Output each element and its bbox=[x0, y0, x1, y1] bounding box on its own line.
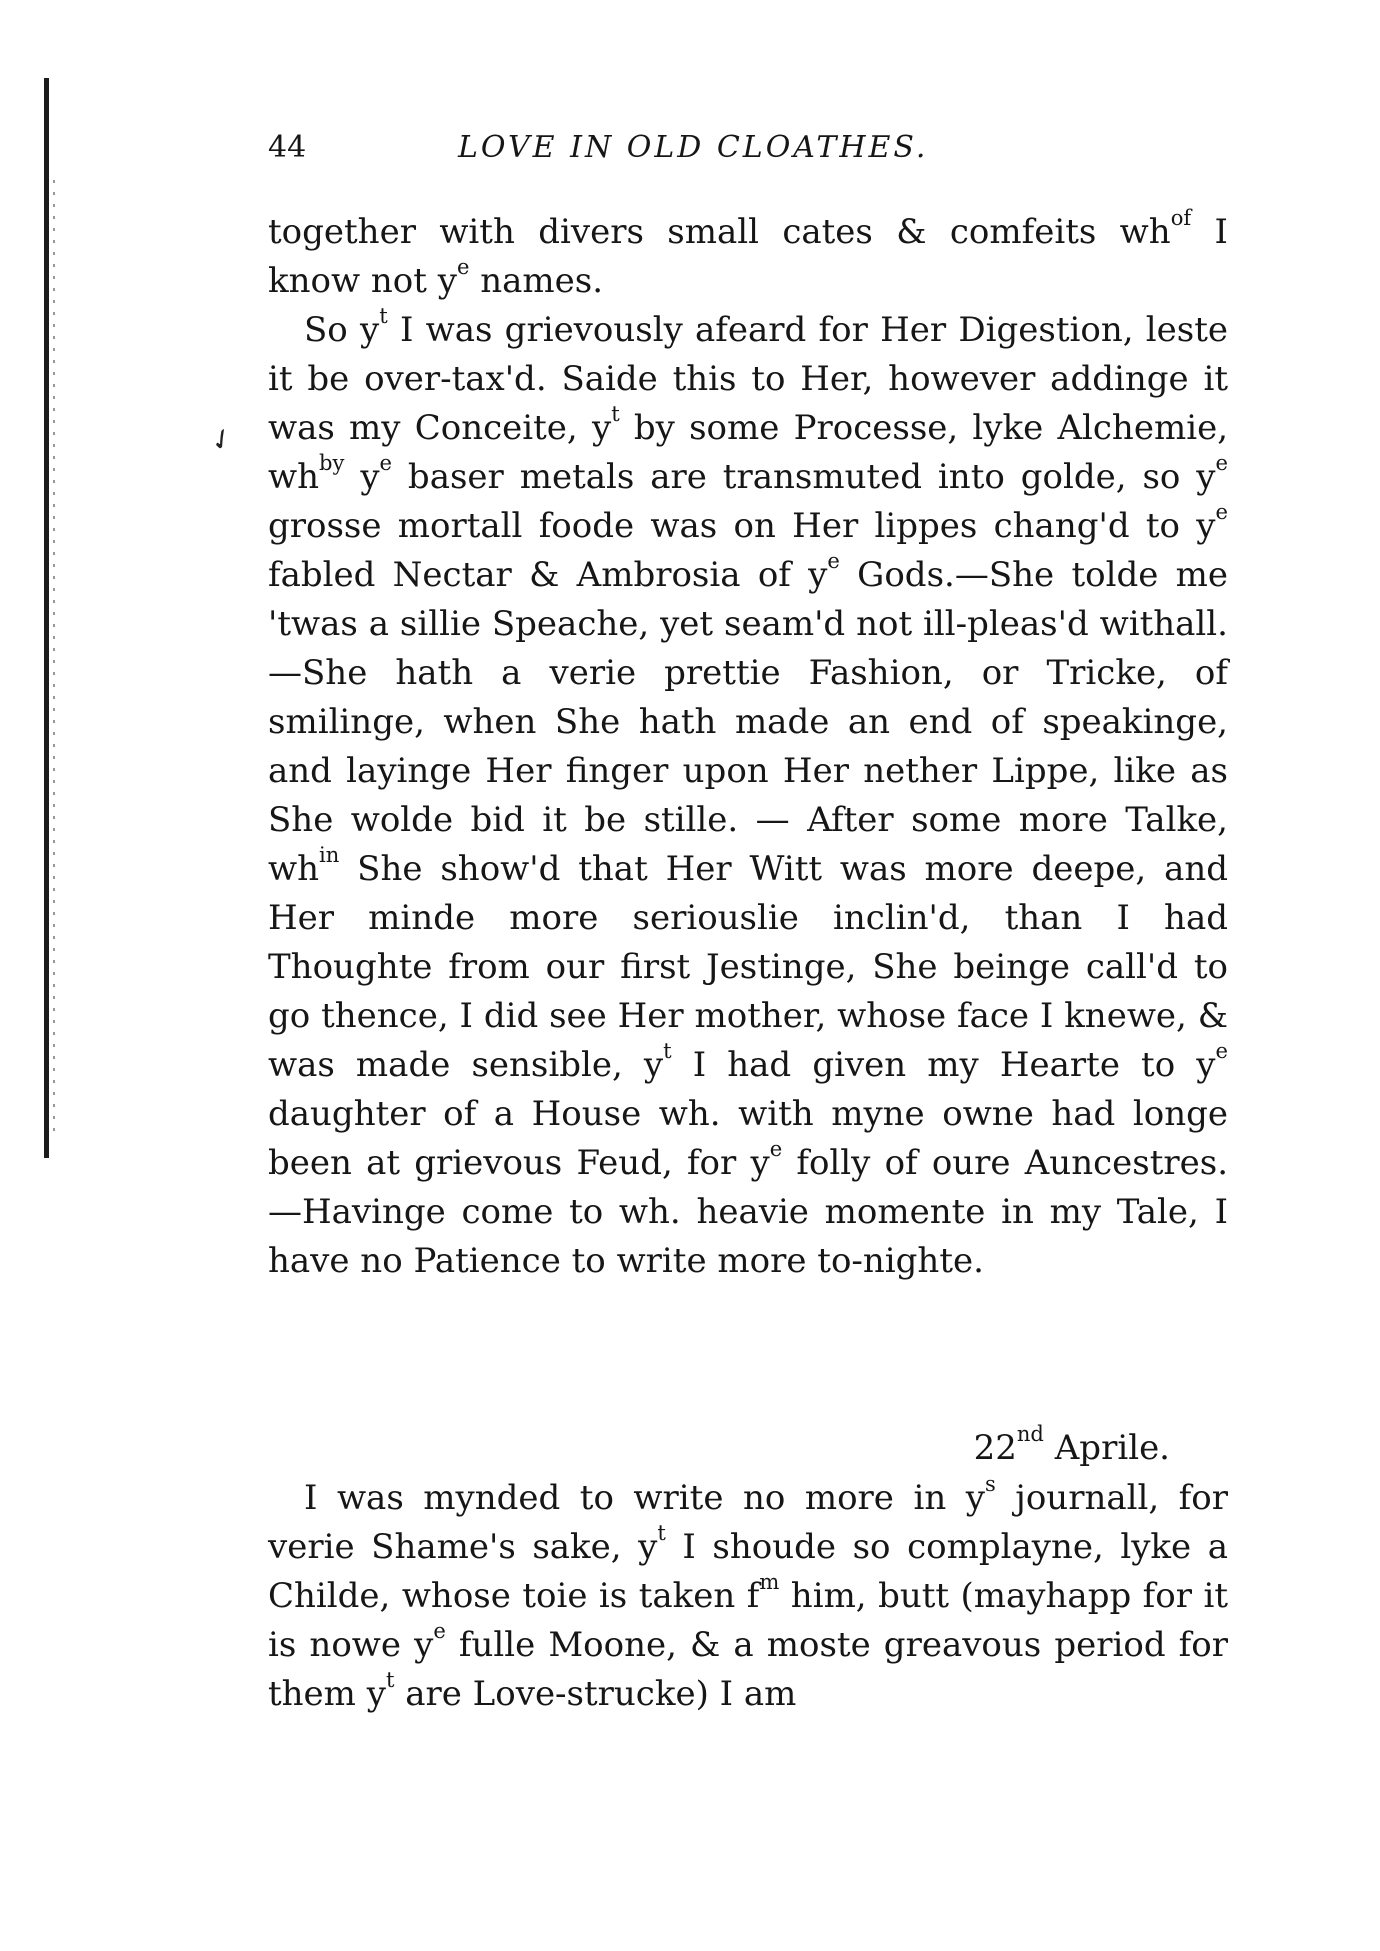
running-title: LOVE IN OLD CLOATHES. bbox=[458, 130, 929, 165]
margin-check-mark: ✓ bbox=[203, 419, 241, 460]
entry-date: 22nd Aprile. bbox=[973, 1421, 1170, 1468]
superscript-abbrev: in bbox=[319, 842, 340, 868]
journal-text-lower bbox=[268, 1471, 1228, 1719]
superscript-abbrev: t bbox=[657, 1520, 666, 1546]
superscript-abbrev: by bbox=[319, 450, 345, 476]
superscript-abbrev: e bbox=[769, 1136, 783, 1162]
superscript-abbrev: m bbox=[759, 1569, 780, 1595]
superscript-abbrev: e bbox=[1215, 499, 1228, 525]
superscript-abbrev: t bbox=[611, 401, 620, 427]
superscript-abbrev: t bbox=[385, 1667, 395, 1693]
superscript-abbrev: t bbox=[663, 1038, 672, 1064]
superscript-abbrev: e bbox=[456, 254, 470, 280]
binding-edge-shadow bbox=[44, 78, 49, 1158]
superscript-abbrev: e bbox=[827, 548, 840, 574]
paragraph-continuation: together with divers small cates & comfeits $wh^{of}$ I know not $y^e$ names. bbox=[268, 205, 1228, 301]
paragraph-digestion: So $y^t$ I was grievously afeard for Her Digestion, leste it be over-tax'd. Saide this to Her, however addinge it was my Conceite, $y^t$ by some Processe, lyke Alchemie, $wh^{by}$ $y^e$ baser metals are transmuted into golde, so $y^e$ grosse mortall foode was on Her lippes chang'd to $y^e$ fabled Nectar & Ambrosia of $y^e$ Gods.—She tolde me 'twas a sillie Speache, yet seam'd not ill-pleas'd withall.—She hath a verie prettie Fashion, or Tricke, of smilinge, when She hath made an end of speakinge, and layinge Her finger upon Her nether Lippe, like as She wolde bid it be stille. — After some more Talke, $wh^{in}$ She show'd that Her Witt was more deepe, and Her minde more seriouslie inclin'd, than I had Thoughte from our first Jestinge, She beinge call'd to go thence, I did see Her mother, whose face I knewe, & was made sensible, $y^t$ I had given my Hearte to $y^e$ daughter of a House wh. with myne owne had longe been at grievous Feud, for $y^e$ folly of oure Auncestres.—Havinge come to wh. heavie momente in my Tale, I have no Patience to write more to-nighte. bbox=[268, 303, 1229, 1281]
superscript-abbrev: e bbox=[433, 1618, 446, 1644]
superscript-abbrev: t bbox=[379, 303, 388, 329]
page-header bbox=[268, 128, 1010, 168]
superscript-abbrev: of bbox=[1170, 205, 1192, 231]
superscript-abbrev: e bbox=[1215, 450, 1228, 476]
superscript-abbrev: s bbox=[984, 1471, 996, 1497]
binding-edge-specks bbox=[53, 180, 55, 1140]
superscript-abbrev: e bbox=[1215, 1038, 1228, 1064]
journal-text-upper bbox=[268, 205, 1229, 1286]
superscript-abbrev: nd bbox=[1016, 1421, 1044, 1447]
paragraph-journall: I was mynded to write no more in $y^s$ journall, for verie Shame's sake, $y^t$ I shoude so complayne, lyke a Childe, whose toie is taken $f^m$ him, butt (mayhapp for it is nowe $y^e$ fulle Moone, & a moste greavous period for them $y^t$ are Love-strucke) I am bbox=[268, 1471, 1228, 1714]
superscript-abbrev: e bbox=[379, 450, 393, 476]
page-number: 44 bbox=[268, 130, 307, 165]
